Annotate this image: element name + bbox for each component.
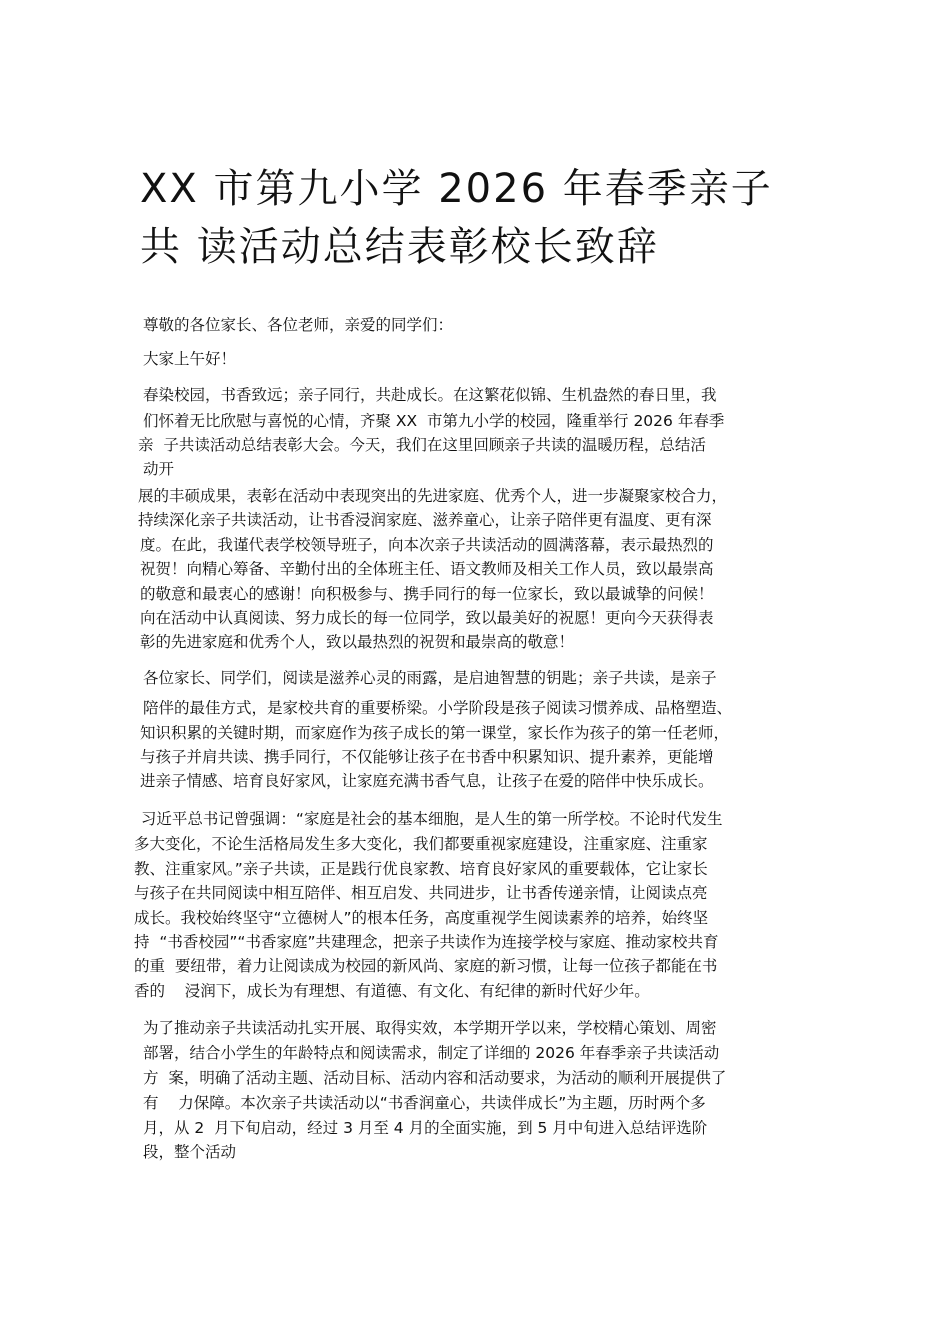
text-line: 陪伴的最佳方式，是家校共育的重要桥梁。小学阶段是孩子阅读习惯养成、品格塑造、 [143,699,733,717]
text-line: 习近平总书记曾强调：“家庭是社会的基本细胞，是人生的第一所学校。不论时代发生 [136,810,723,828]
title-line-1: XX 市第九小学 2026 年春季亲子 [140,166,773,212]
text-line: 与孩子在共同阅读中相互陪伴、相互启发、共同进步，让书香传递亲情，让阅读点亮 [134,884,708,902]
text-line: 进亲子情感、培育良好家风，让家庭充满书香气息，让孩子在爱的陪伴中快乐成长。 [140,772,714,790]
text-line: 持续深化亲子共读活动，让书香浸润家庭、滋养童心，让亲子陪伴更有温度、更有深 [138,511,712,529]
text-line: 向在活动中认真阅读、努力成长的每一位同学，致以最美好的祝愿！更向今天获得表 [140,609,714,627]
text-line: 的敬意和最衷心的感谢！向积极参与、携手同行的每一位家长，致以最诚挚的问候！ [140,585,714,603]
text-line: 知识积累的关键时期，而家庭作为孩子成长的第一课堂，家长作为孩子的第一任老师， [140,724,730,742]
text-line: 度。在此，我谨代表学校领导班子，向本次亲子共读活动的圆满落幕，表示最热烈的 [140,536,714,554]
text-line: 展的丰硕成果，表彰在活动中表现突出的先进家庭、优秀个人，进一步凝聚家校合力， [138,487,728,505]
text-line: 多大变化，不论生活格局发生多大变化，我们都要重视家庭建设，注重家庭、注重家 [134,835,708,853]
text-line: 香的 浸润下，成长为有理想、有道德、有文化、有纪律的新时代好少年。 [134,982,650,1000]
text-line: 部署，结合小学生的年龄特点和阅读需求，制定了详细的 2026 年春季亲子共读活动 [143,1044,720,1062]
text-line: 大家上午好！ [143,350,237,368]
text-line: 们怀着无比欣慰与喜悦的心情，齐聚 XX 市第九小学的校园，隆重举行 2026 年春季 [143,412,725,430]
text-line: 祝贺！向精心筹备、辛勤付出的全体班主任、语文教师及相关工作人员，致以最崇高 [140,560,714,578]
text-line: 各位家长、同学们，阅读是滋养心灵的雨露，是启迪智慧的钥匙；亲子共读，是亲子 [143,669,717,687]
text-line: 动开 [143,460,175,478]
text-line: 月，从 2 月下旬启动，经过 3 月至 4 月的全面实施，到 5 月中旬进入总结评选阶 [143,1119,708,1137]
text-line: 尊敬的各位家长、各位老师，亲爱的同学们： [143,316,454,334]
text-line: 与孩子并肩共读、携手同行，不仅能够让孩子在书香中积累知识、提升素养，更能增 [140,748,714,766]
text-line: 教、注重家风。”亲子共读，正是践行优良家教、培育良好家风的重要载体，它让家长 [134,860,708,878]
text-line: 有 力保障。本次亲子共读活动以“书香润童心，共读伴成长”为主题，历时两个多 [143,1094,706,1112]
text-line: 彰的先进家庭和优秀个人，致以最热烈的祝贺和最崇高的敬意！ [140,633,575,651]
text-line: 亲 子共读活动总结表彰大会。今天，我们在这里回顾亲子共读的温暖历程，总结活 [138,436,706,454]
text-line: 方 案，明确了活动主题、活动目标、活动内容和活动要求，为活动的顺利开展提供了 [143,1069,727,1087]
text-line: 段，整个活动 [143,1143,237,1161]
text-line: 春染校园，书香致远；亲子同行，共赴成长。在这繁花似锦、生机盎然的春日里，我 [143,386,717,404]
text-line: 成长。我校始终坚守“立德树人”的根本任务，高度重视学生阅读素养的培养，始终坚 [134,909,709,927]
text-line: 的重 要纽带，着力让阅读成为校园的新风尚、家庭的新习惯，让每一位孩子都能在书 [134,957,718,975]
title-line-2: 共 读活动总结表彰校长致辞 [140,224,659,270]
text-line: 为了推动亲子共读活动扎实开展、取得实效，本学期开学以来，学校精心策划、周密 [143,1019,717,1037]
text-line: 持 “书香校园”“书香家庭”共建理念，把亲子共读作为连接学校与家庭、推动家校共育 [134,933,719,951]
